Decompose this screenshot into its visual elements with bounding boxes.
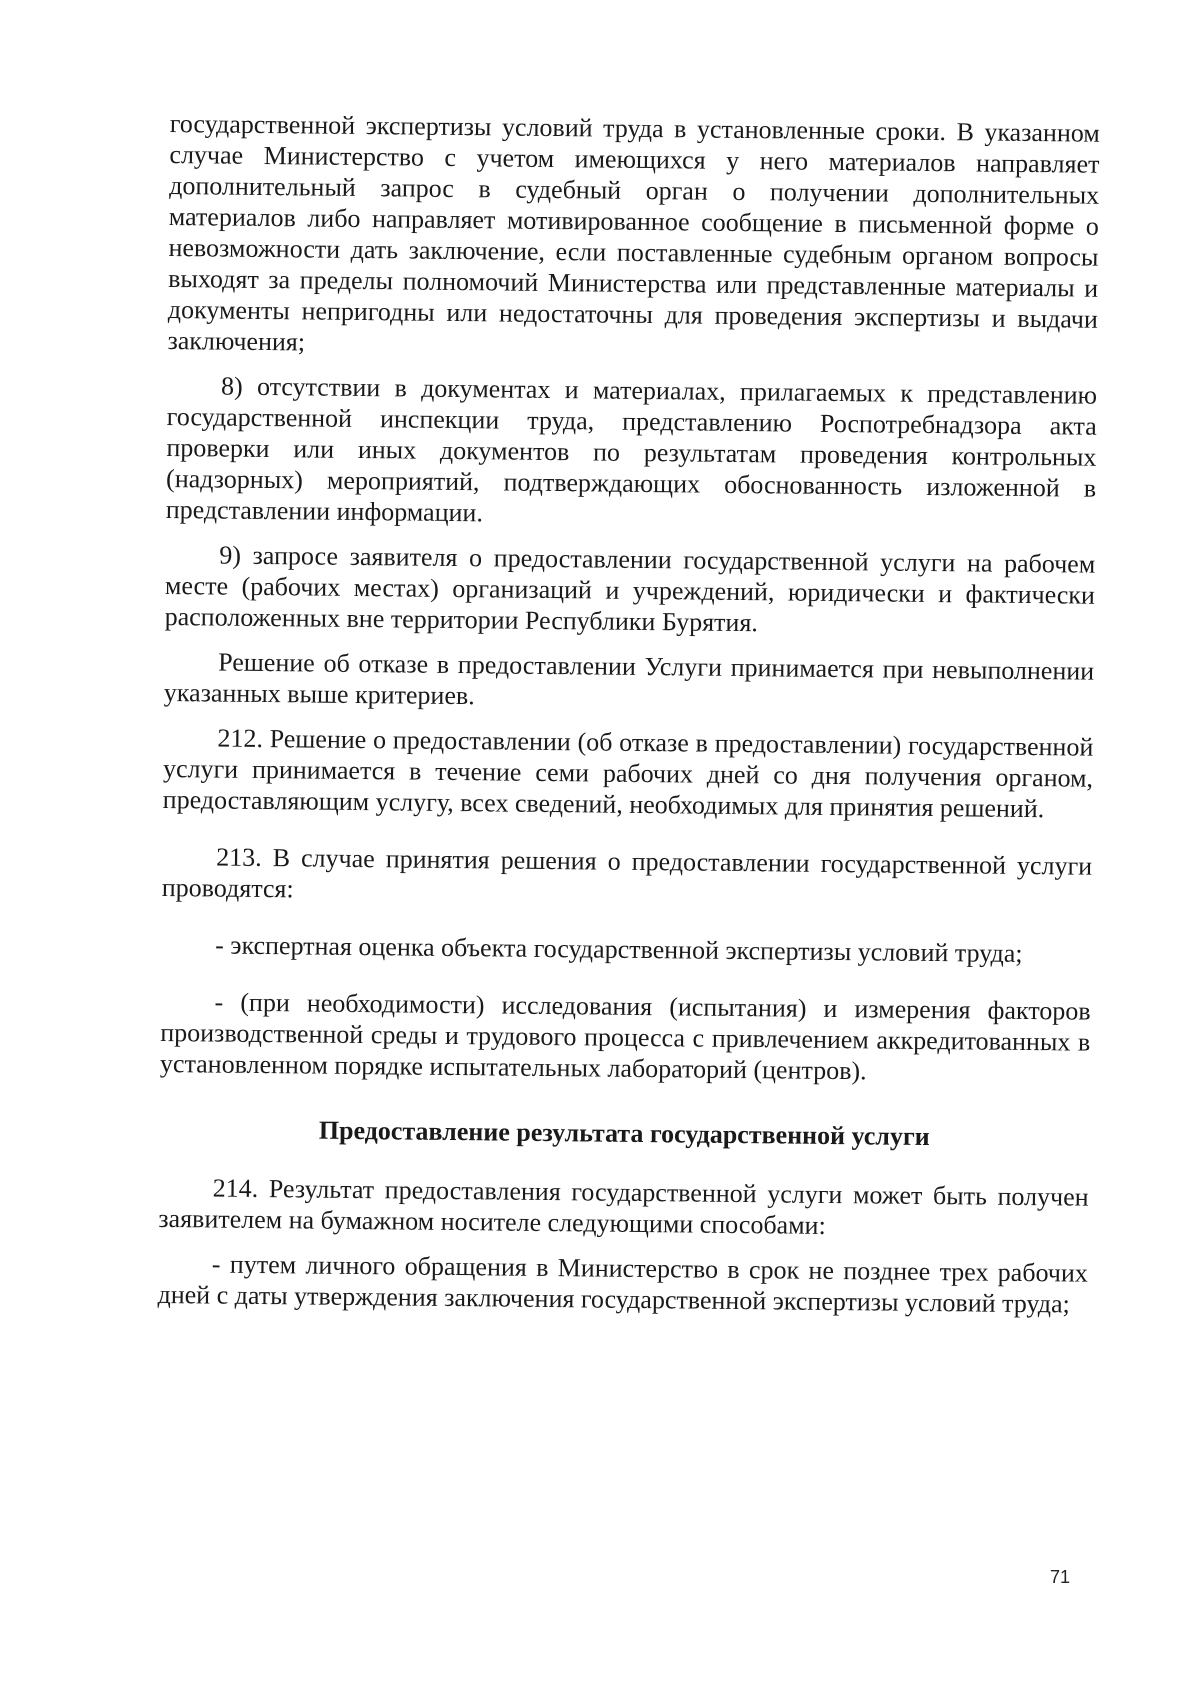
paragraph-item-8: 8) отсутствии в документах и материалах, прилагаемых к представлению государственной инспекции труда, представлению Роспотребнадзора акта проверки или иных документов по результатам проведения контрольных (надзорных) мероприятий, подтверждающих обоснованность изложенной в представлении информации. <box>165 371 1098 528</box>
paragraph-item-9: 9) запросе заявителя о предоставлении государственной услуги на рабочем месте (рабочих местах) организаций и учреждений, юридически и фактически расположенных вне территории Республики Бурятия. <box>164 540 1096 638</box>
paragraph-214: 214. Результат предоставления государственной услуги может быть получен заявителем на бумажном носителе следующими способами: <box>158 1173 1089 1240</box>
page-number: 71 <box>1050 1567 1071 1587</box>
section-heading: Предоставление результата государственной услуги <box>318 1115 930 1152</box>
paragraph-212: 212. Решение о предоставлении (об отказе в предоставлении) государственной услуги принимается в течение семи рабочих дней со дня получения органом, предоставляющим услугу, всех сведений, необходимых для принятия решений. <box>162 723 1094 824</box>
list-item-personal-visit: - путем личного обращения в Министерство в срок не позднее трех рабочих дней с даты утверждения заключения государственной экспертизы условий труда; <box>157 1249 1089 1319</box>
list-item-research-measurements: - (при необходимости) исследования (испытания) и измерения факторов производственной среды и трудового процесса с привлечением аккредитованных в установленном порядке испытательных лабораторий (центров). <box>159 987 1091 1086</box>
paragraph-213: 213. В случае принятия решения о предоставлении государственной услуги проводятся: <box>161 842 1093 904</box>
document-body <box>157 108 1100 1334</box>
paragraph-continuation: государственной экспертизы условий труда в установленные сроки. В указанном случае Министерство с учетом имеющихся у него материалов направляет дополнительный запрос в судебный орган о получении дополнительных материалов либо направляет мотивированное сообщение в письменной форме о невозможности дать заключение, если поставленные судебным органом вопросы выходят за пределы полномочий Министерства или представленные материалы и документы непригодны или недостаточны для проведения экспертизы и выдачи заключения; <box>167 108 1100 357</box>
list-item-expert-assessment: - экспертная оценка объекта государственной экспертизы условий труда; <box>215 930 1023 968</box>
paragraph-refusal-decision: Решение об отказе в предоставлении Услуги принимается при невыполнении указанных выше критериев. <box>163 647 1095 711</box>
